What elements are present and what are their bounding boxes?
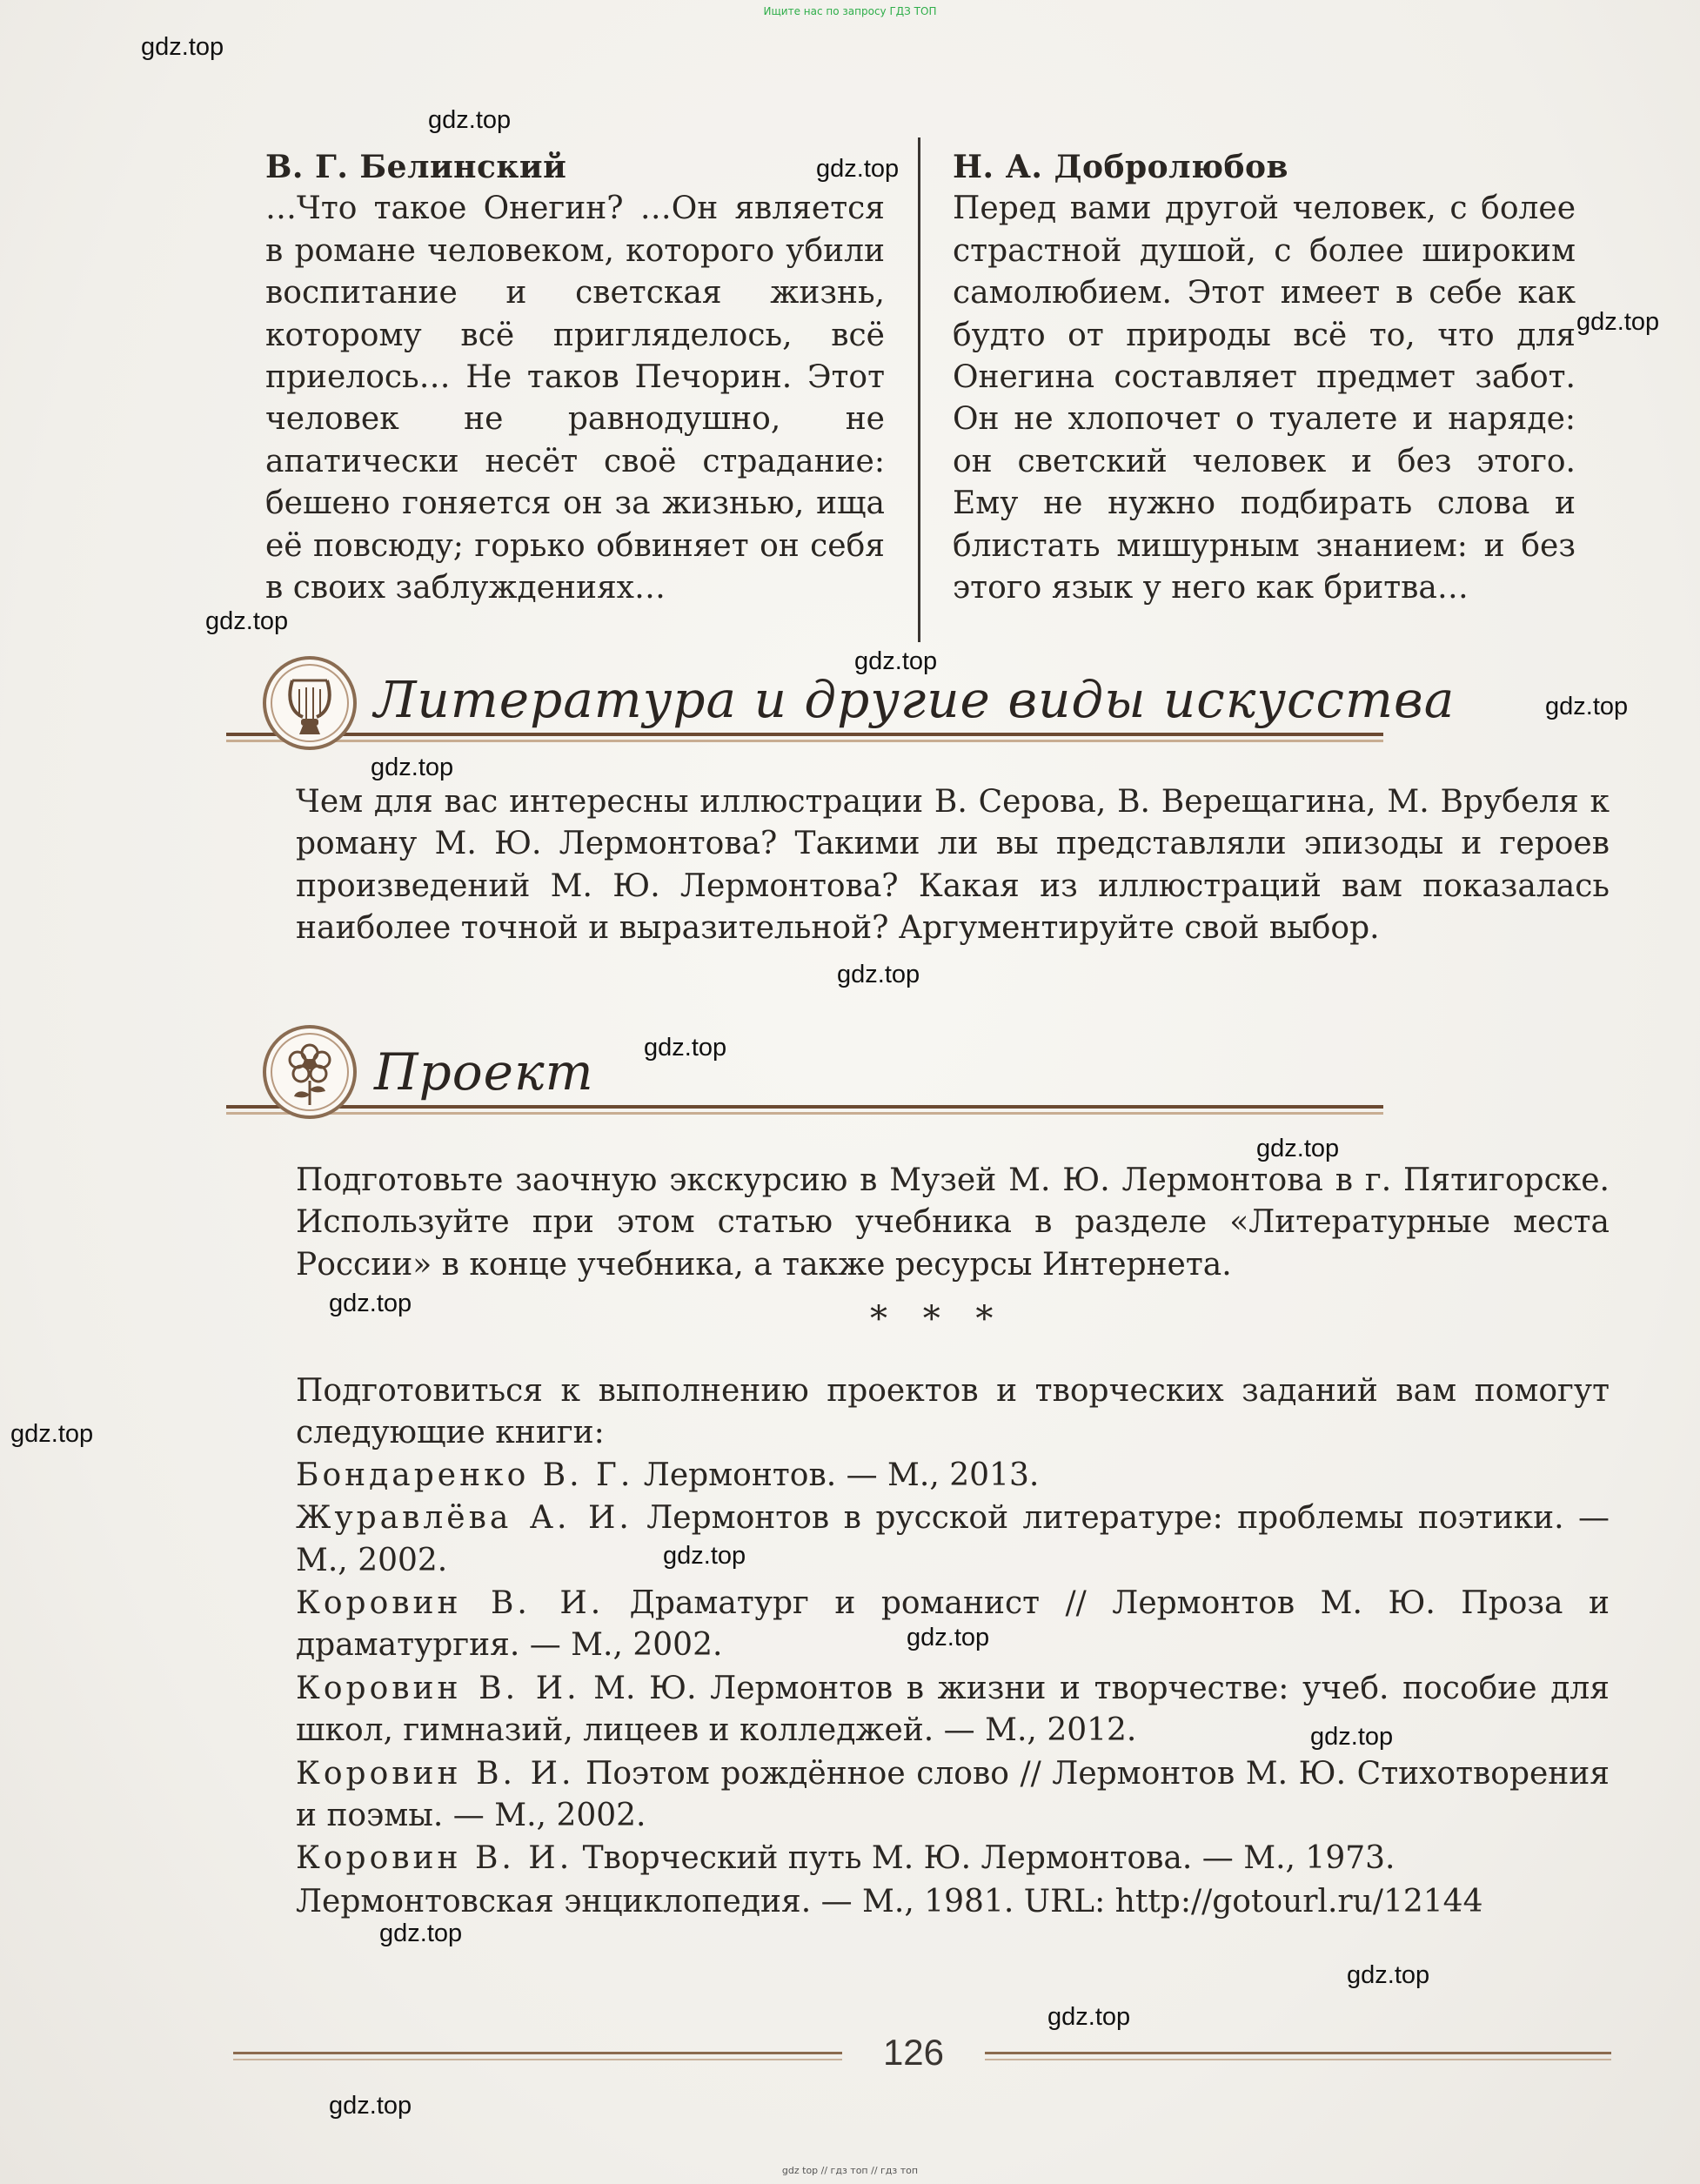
book-author: Коровин В. И.	[296, 1585, 605, 1622]
section-heading-project	[226, 1023, 1444, 1128]
watermark: gdz.top	[205, 607, 289, 635]
book-author: Коровин В. И.	[296, 1670, 580, 1706]
book-title: М. Ю. Лермонтов в жизни и творчестве: учеб. пособие для школ, гимназий, лицеев и колледжей. — М., 2012.	[296, 1670, 1610, 1749]
watermark: gdz.top	[1047, 2003, 1131, 2031]
watermark: gdz.top	[907, 1624, 990, 1651]
book-title: Поэтом рождённое слово // Лермонтов М. Ю. Стихотворения и поэмы. — М., 2002.	[296, 1755, 1610, 1834]
footer-rule-left	[233, 2059, 842, 2060]
watermark: gdz.top	[428, 106, 512, 134]
bottom-banner: gdz top // гдз топ // гдз топ	[781, 2165, 919, 2176]
column-divider	[918, 137, 920, 642]
watermark: gdz.top	[10, 1420, 94, 1448]
watermark: gdz.top	[379, 1919, 463, 1947]
watermark: gdz.top	[1576, 308, 1660, 336]
arts-question: Чем для вас интересны иллюстрации В. Серова, В. Верещагина, М. Врубеля к роману М. Ю. Лермонтова? Такими ли вы представляли эпизоды и героев произведений М. Ю. Лермонтова? Какая из иллюстраций вам показалась наиболее точной и выразительной? Аргументируйте свой выбор.	[296, 784, 1610, 947]
heading-rule	[226, 1112, 1383, 1115]
book-item	[296, 1838, 1610, 1879]
critic-author: В. Г. Белинский	[265, 149, 567, 185]
book-title: Лермонтовская энциклопедия. — М., 1981. URL: http://gotourl.ru/12144	[296, 1883, 1483, 1919]
watermark: gdz.top	[854, 647, 938, 675]
flower-icon	[261, 1023, 358, 1121]
book-item	[296, 1497, 1610, 1582]
watermark: gdz.top	[1256, 1135, 1340, 1162]
book-author: Коровин В. И.	[296, 1840, 573, 1877]
book-author: Коровин В. И.	[296, 1755, 575, 1792]
watermark: gdz.top	[837, 961, 920, 988]
book-item	[296, 1455, 1610, 1497]
project-task: Подготовьте заочную экскурсию в Музей М. Ю. Лермонтова в г. Пятигорске. Используйте при этом статью учебника в разделе «Литературные места России» в конце учебника, а также ресурсы Интернета.	[296, 1162, 1610, 1283]
watermark: gdz.top	[1310, 1723, 1394, 1751]
heading-rule	[226, 740, 1383, 742]
footer-rule-left	[233, 2052, 842, 2054]
separator-stars: * * *	[870, 1299, 1006, 1339]
section-heading-arts	[226, 654, 1456, 759]
critic-quote-belinsky	[265, 146, 885, 609]
top-banner[interactable]: Ищите нас по запросу ГДЗ ТОП	[763, 5, 937, 17]
heading-rule	[226, 1105, 1383, 1109]
watermark: gdz.top	[141, 33, 224, 61]
book-item	[296, 1881, 1610, 1923]
watermark: gdz.top	[816, 155, 900, 183]
watermark: gdz.top	[371, 754, 454, 781]
critic-text: Перед вами другой человек, с более страстной душой, с более широким самолюбием. Этот имеет в себе как будто от природы всё то, что для Онегина составляет предмет забот. Он не хлопочет о туалете и наряде: он светский человек и без этого. Ему не нужно подбирать слова и блистать мишурным знанием: и без этого язык у него как бритва…	[953, 191, 1576, 606]
reading-intro: Подготовиться к выполнению проектов и творческих заданий вам помогут следующие книги:	[296, 1373, 1610, 1451]
watermark: gdz.top	[1347, 1961, 1430, 1989]
critic-author: Н. А. Добролюбов	[953, 149, 1289, 185]
book-title: Драматург и романист // Лермонтов М. Ю. Проза и драматургия. — М., 2002.	[296, 1585, 1610, 1664]
watermark: gdz.top	[329, 2092, 412, 2120]
book-item	[296, 1753, 1610, 1838]
book-item	[296, 1668, 1610, 1752]
book-title: Творческий путь М. Ю. Лермонтова. — М., 1973.	[572, 1840, 1395, 1877]
book-title: Лермонтов. — М., 2013.	[633, 1457, 1040, 1493]
book-author: Журавлёва А. И.	[296, 1500, 632, 1537]
footer-rule-right	[985, 2059, 1611, 2060]
watermark: gdz.top	[1545, 693, 1629, 720]
footer-rule-right	[985, 2052, 1611, 2054]
watermark: gdz.top	[663, 1542, 746, 1570]
heading-rule	[226, 733, 1383, 736]
book-title: Лермонтов в русской литературе: проблемы поэтики. — М., 2002.	[296, 1500, 1610, 1578]
page-number: 126	[882, 2032, 945, 2073]
section-title: Литература и другие виды искусства	[374, 670, 1456, 729]
watermark: gdz.top	[329, 1290, 412, 1317]
lyre-icon	[261, 654, 358, 752]
book-author: Бондаренко В. Г.	[296, 1457, 634, 1493]
watermark: gdz.top	[644, 1034, 727, 1062]
critic-text: …Что такое Онегин? …Он является в романе человеком, которого убили воспитание и светская жизнь, которому всё пригляделось, всё приелось… Не таков Печорин. Этот человек не равнодушно, не апатически несёт своё страдание: бешено гоняется он за жизнью, ища её повсюду; горько обвиняет он себя в своих заблуждениях…	[265, 191, 885, 606]
section-title: Проект	[374, 1042, 594, 1102]
critic-quote-dobrolyubov	[953, 146, 1576, 609]
